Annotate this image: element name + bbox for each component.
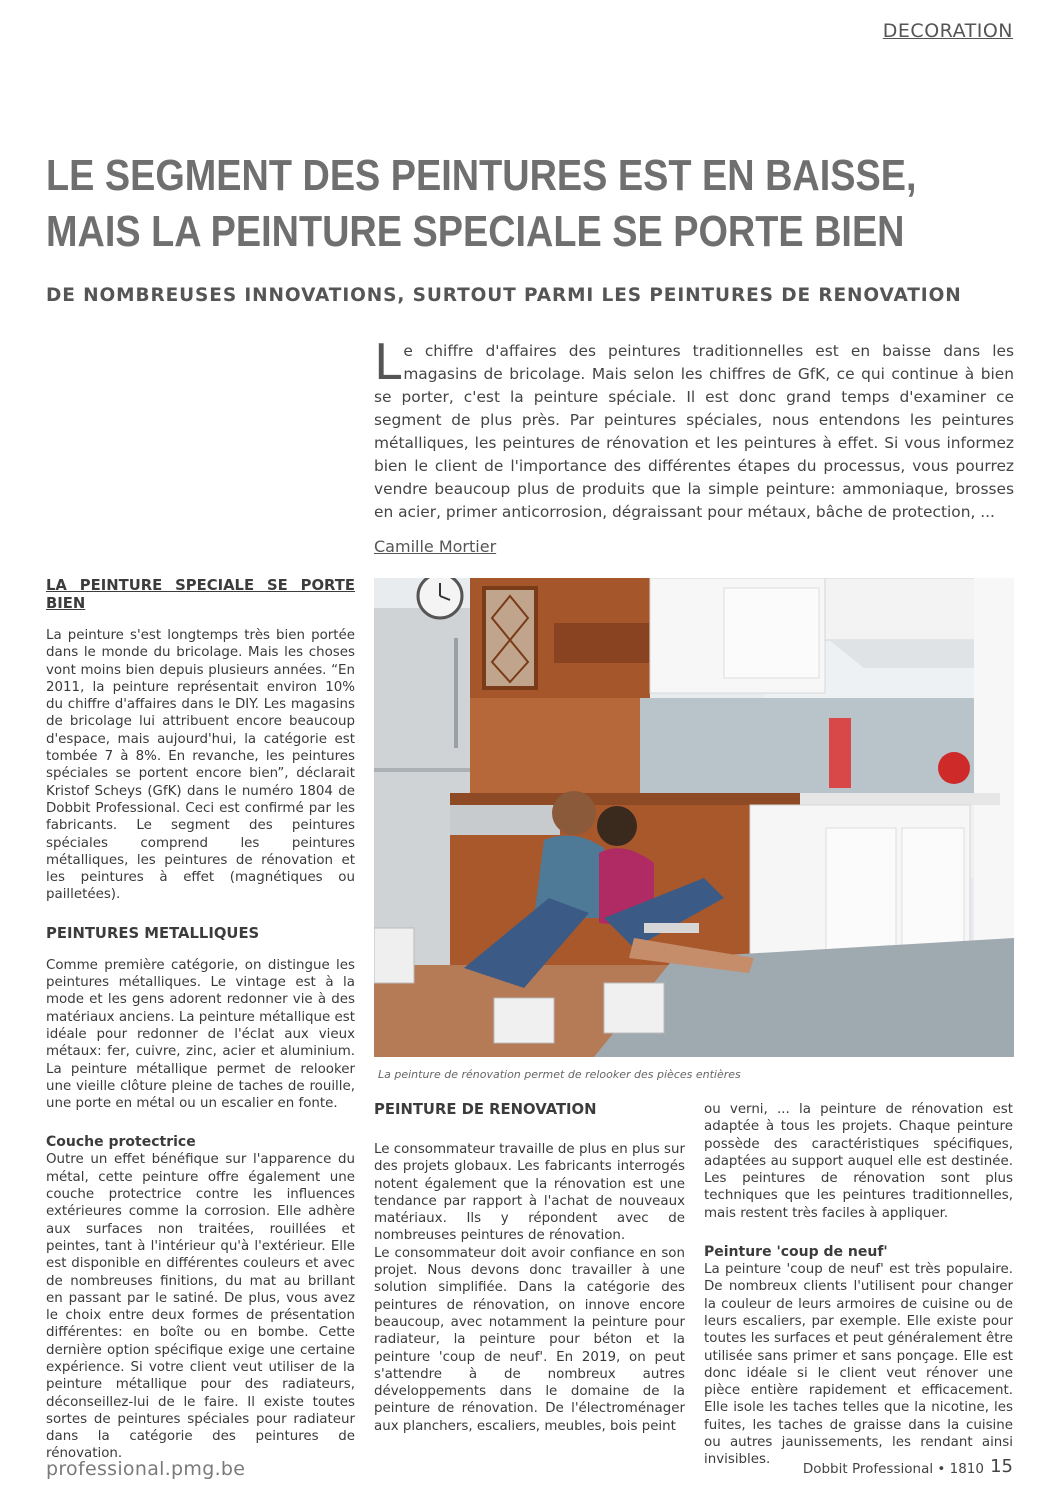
intro-text: e chiffre d'affaires des peintures traditionnelles est en baisse dans les magasins de bricolage. Mais selon les chiffres de GfK, ce qui continue à bien se porter, c'est la peinture spéciale. Il est donc grand temps d'examiner ce segment de plus près. Par peintures spéciales, nous entendons les peintures métalliques, les peintures de rénovation et les peintures à effet. Si vous informez bien le client de l'importance des différentes étapes du processus, vous pourrez vendre beaucoup plus de produits que la simple peinture: ammoniaque, brosses en acier, primer anticorrosion, dégraissant pour métaux, bâche de protection, ... — [374, 342, 1014, 521]
paragraph-coup-de-neuf: La peinture 'coup de neuf' est très populaire. De nombreux clients l'utilisent pour changer la couleur de leurs armoires de cuisine ou de leurs escaliers, par exemple. Elle existe pour toutes les surfaces et peut généralement être utilisée sans primer et sans ponçage. Elle est donc idéale si le client veut rénover une pièce entière rapidement et efficacement. Elle isole les taches telles que la nicotine, les fuites, les taches de graisse dans la cuisine ou autres jaunissements, les rendant ainsi invisibles. — [704, 1262, 1013, 1468]
paragraph-renovation-continued: ou verni, ... la peinture de rénovation est adaptée à tous les projets. Chaque peinture possède des caractéristiques spécifiques, adaptées au support auquel elle est destinée. Les peintures de rénovation sont plus techniques que les peintures traditionnelles, mais restent très faciles à appliquer. — [704, 1102, 1013, 1221]
paragraph-peinture-speciale: La peinture s'est longtemps très bien portée dans le monde du bricolage. Mais les choses vont moins bien depuis plusieurs années. “En 2011, la peinture représentait environ 10% du chiffre d'affaires dans le DIY. Les magasins de bricolage lui attribuent encore beaucoup d'espace, mais aujourd'hui, la catégorie est tombée 7 à 8%. En revanche, les peintures spéciales se portent encore bien”, déclarait Kristof Scheys (GfK) dans le numéro 1804 de Dobbit Professional. Ceci est confirmé par les fabricants. Le segment des peintures spéciales comprend les peintures métalliques, les peintures de rénovation et les peintures à effet (magnétiques ou pailletées). — [46, 628, 355, 903]
article-subtitle: DE NOMBREUSES INNOVATIONS, SURTOUT PARMI LES PEINTURES DE RENOVATION — [46, 285, 962, 306]
author-byline: Camille Mortier — [374, 537, 497, 556]
photo-caption: La peinture de rénovation permet de relooker des pièces entières — [378, 1068, 741, 1081]
left-column — [46, 577, 355, 1463]
kitchen-renovation-photo — [374, 578, 1014, 1057]
title-line-2: MAIS LA PEINTURE SPECIALE SE PORTE BIEN — [46, 207, 905, 256]
section-tag: DECORATION — [882, 20, 1013, 42]
middle-column — [374, 1101, 685, 1435]
footer-magazine: Dobbit Professional • 1810 — [802, 1461, 984, 1477]
paragraph-renovation-2: Le consommateur doit avoir confiance en son projet. Nous devons donc travailler à une solution simplifiée. Dans la catégorie des peintures de rénovation, on innove encore beaucoup, avec notamment la peinture pour radiateur, la peinture pour béton et la peinture 'coup de neuf'. En 2019, on peut s'attendre à de nombreux autres développements dans le domaine de la peinture de rénovation. De l'électroménager aux planchers, escaliers, meubles, bois peint — [374, 1245, 685, 1434]
right-column — [704, 1101, 1013, 1469]
drop-cap: L — [374, 334, 402, 391]
subheading-couche-protectrice: Couche protectrice — [46, 1134, 196, 1151]
paragraph-renovation-1: Le consommateur travaille de plus en plus sur des projets globaux. Les fabricants interrogés notent également que la rénovation est une tendance par rapport à l'achat de nouveaux matériaux. Ils y répondent avec de nombreuses peintures de rénovation. — [374, 1142, 685, 1244]
footer-website[interactable]: professional.pmg.be — [46, 1458, 246, 1480]
intro-paragraph — [374, 334, 1014, 524]
section-heading-renovation: PEINTURE DE RENOVATION — [374, 1101, 597, 1118]
page-number: 15 — [990, 1456, 1013, 1477]
paragraph-couche-protectrice: Outre un effet bénéfique sur l'apparence du métal, cette peinture offre également une couche protectrice contre les influences extérieures comme la corrosion. Elle adhère aux surfaces non traitées, rouillées et peintes, tant à l'intérieur qu'à l'extérieur. Elle est disponible en différentes couleurs et avec de nombreuses finitions, du mat au brillant en passant par le satiné. De plus, vous avez le choix entre deux formes de présentation différentes: en boîte ou en bombe. Cette dernière option spécifique exige une certaine expérience. Si votre client veut utiliser de la peinture métallique pour des radiateurs, déconseillez-lui de le faire. Il existe toutes sortes de peintures spéciales pour radiateur dans la catégorie des peintures de rénovation. — [46, 1152, 355, 1462]
paragraph-metalliques: Comme première catégorie, on distingue les peintures métalliques. Le vintage est à la mode et les gens adorent redonner vie à des matériaux anciens. La peinture métallique est idéale pour redonner de l'éclat aux vieux métaux: fer, cuivre, zinc, acier et aluminium. La peinture métallique permet de relooker une vieille clôture pleine de taches de rouille, une porte en métal ou un escalier en fonte. — [46, 957, 355, 1112]
title-line-1: LE SEGMENT DES PEINTURES EST EN BAISSE, — [46, 151, 917, 200]
section-heading-peinture-speciale: LA PEINTURE SPECIALE SE PORTE BIEN — [46, 577, 355, 612]
subheading-coup-de-neuf: Peinture 'coup de neuf' — [704, 1244, 888, 1261]
section-heading-metalliques: PEINTURES METALLIQUES — [46, 924, 260, 942]
article-title — [46, 148, 917, 260]
